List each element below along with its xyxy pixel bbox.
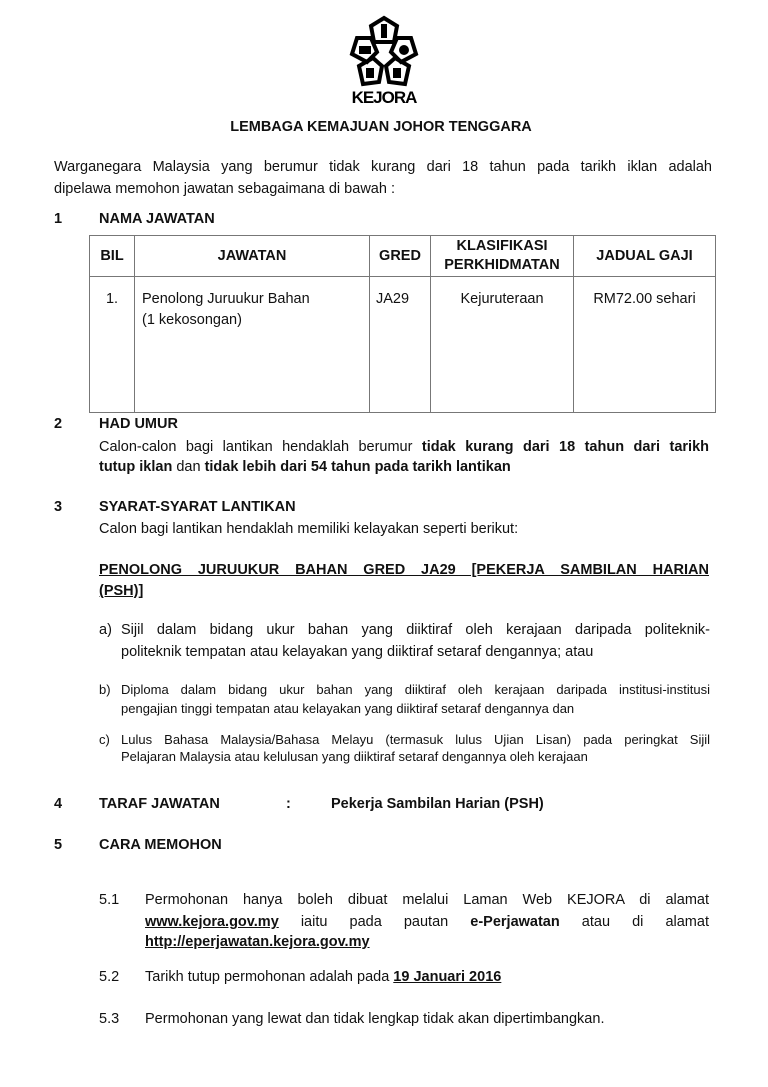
para-5-3-number: 5.3 [99, 1011, 120, 1027]
job-table [89, 235, 716, 413]
section-1-number: 1 [54, 211, 63, 227]
table-header-row [90, 236, 716, 277]
para-5-2-text: Tarikh tutup permohonan adalah pada 19 Januari 2016 [145, 969, 502, 985]
header-jawatan: JAWATAN [135, 236, 370, 277]
para-5-2-number: 5.2 [99, 969, 120, 985]
cell-gred: JA29 [370, 277, 431, 413]
para-5-1-line-2: www.kejora.gov.my iaitu pada pautan e-Perjawatan atau di alamat [145, 914, 709, 930]
cell-klasifikasi: Kejuruteraan [431, 277, 574, 413]
section-2-number: 2 [54, 416, 63, 432]
kejora-website-link[interactable]: www.kejora.gov.my [145, 914, 279, 930]
header-klasifikasi: KLASIFIKASI PERKHIDMATAN [431, 236, 574, 277]
para-5-1-line-1: Permohonan hanya boleh dibuat melalui Laman Web KEJORA di alamat [145, 892, 709, 908]
had-umur-line-2: tutup iklan dan tidak lebih dari 54 tahun pada tarikh lantikan [99, 459, 511, 475]
job-subheading-2: (PSH)] [99, 583, 144, 599]
item-b-label: b) [99, 682, 111, 697]
item-a-line-1: Sijil dalam bidang ukur bahan yang diiktiraf oleh kerajaan daripada politeknik- [121, 622, 710, 638]
item-c-label: c) [99, 732, 110, 747]
syarat-intro: Calon bagi lantikan hendaklah memiliki kelayakan seperti berikut: [99, 521, 519, 537]
job-subheading-1: PENOLONG JURUUKUR BAHAN GRED JA29 [PEKERJA SAMBILAN HARIAN [99, 562, 709, 578]
taraf-jawatan-value: Pekerja Sambilan Harian (PSH) [331, 796, 544, 812]
section-4-number: 4 [54, 796, 63, 812]
section-5-number: 5 [54, 837, 63, 853]
para-5-1-number: 5.1 [99, 892, 120, 908]
section-4-heading: TARAF JAWATAN [99, 796, 220, 812]
eperjawatan-link[interactable]: http://eperjawatan.kejora.gov.my [145, 934, 370, 950]
header-bil: BIL [90, 236, 135, 277]
header-jadual-gaji: JADUAL GAJI [574, 236, 716, 277]
cell-bil: 1. [90, 277, 135, 413]
intro-line-1: Warganegara Malaysia yang berumur tidak kurang dari 18 tahun pada tarikh iklan adalah [54, 159, 712, 175]
item-a-line-2: politeknik tempatan atau kelayakan yang diiktiraf setaraf dengannya; atau [121, 644, 594, 660]
intro-line-2: dipelawa memohon jawatan sebagaimana di bawah : [54, 181, 395, 197]
section-5-heading: CARA MEMOHON [99, 837, 222, 853]
item-c-line-1: Lulus Bahasa Malaysia/Bahasa Melayu (termasuk lulus Ujian Lisan) pada peringkat Sijil [121, 732, 710, 747]
item-b-line-2: pengajian tinggi tempatan atau kelayakan yang diiktiraf setaraf dengannya dan [121, 701, 575, 716]
closing-date: 19 Januari 2016 [393, 969, 502, 985]
para-5-3-text: Permohonan yang lewat dan tidak lengkap tidak akan dipertimbangkan. [145, 1011, 605, 1027]
item-c-line-2: Pelajaran Malaysia atau kelulusan yang diiktiraf setaraf dengannya oleh kerajaan [121, 749, 588, 764]
page-title: LEMBAGA KEMAJUAN JOHOR TENGGARA [230, 119, 532, 135]
had-umur-line-1: Calon-calon bagi lantikan hendaklah berumur tidak kurang dari 18 tahun dari tarikh [99, 439, 710, 455]
svg-text:KEJORA: KEJORA [351, 88, 417, 106]
item-a-label: a) [99, 622, 112, 638]
section-2-heading: HAD UMUR [99, 416, 178, 432]
kejora-logo [347, 14, 421, 110]
header-gred: GRED [370, 236, 431, 277]
cell-gaji: RM72.00 sehari [574, 277, 716, 413]
para-5-1-line-3 [145, 932, 370, 953]
cell-jawatan: Penolong Juruukur Bahan (1 kekosongan) [135, 277, 370, 413]
section-1-heading: NAMA JAWATAN [99, 211, 215, 227]
section-3-number: 3 [54, 499, 63, 515]
section-3-heading: SYARAT-SYARAT LANTIKAN [99, 499, 296, 515]
section-4-colon: : [286, 796, 291, 812]
item-b-line-1: Diploma dalam bidang ukur bahan yang diiktiraf oleh kerajaan daripada institusi-institusi [121, 682, 710, 697]
table-row [90, 277, 716, 413]
